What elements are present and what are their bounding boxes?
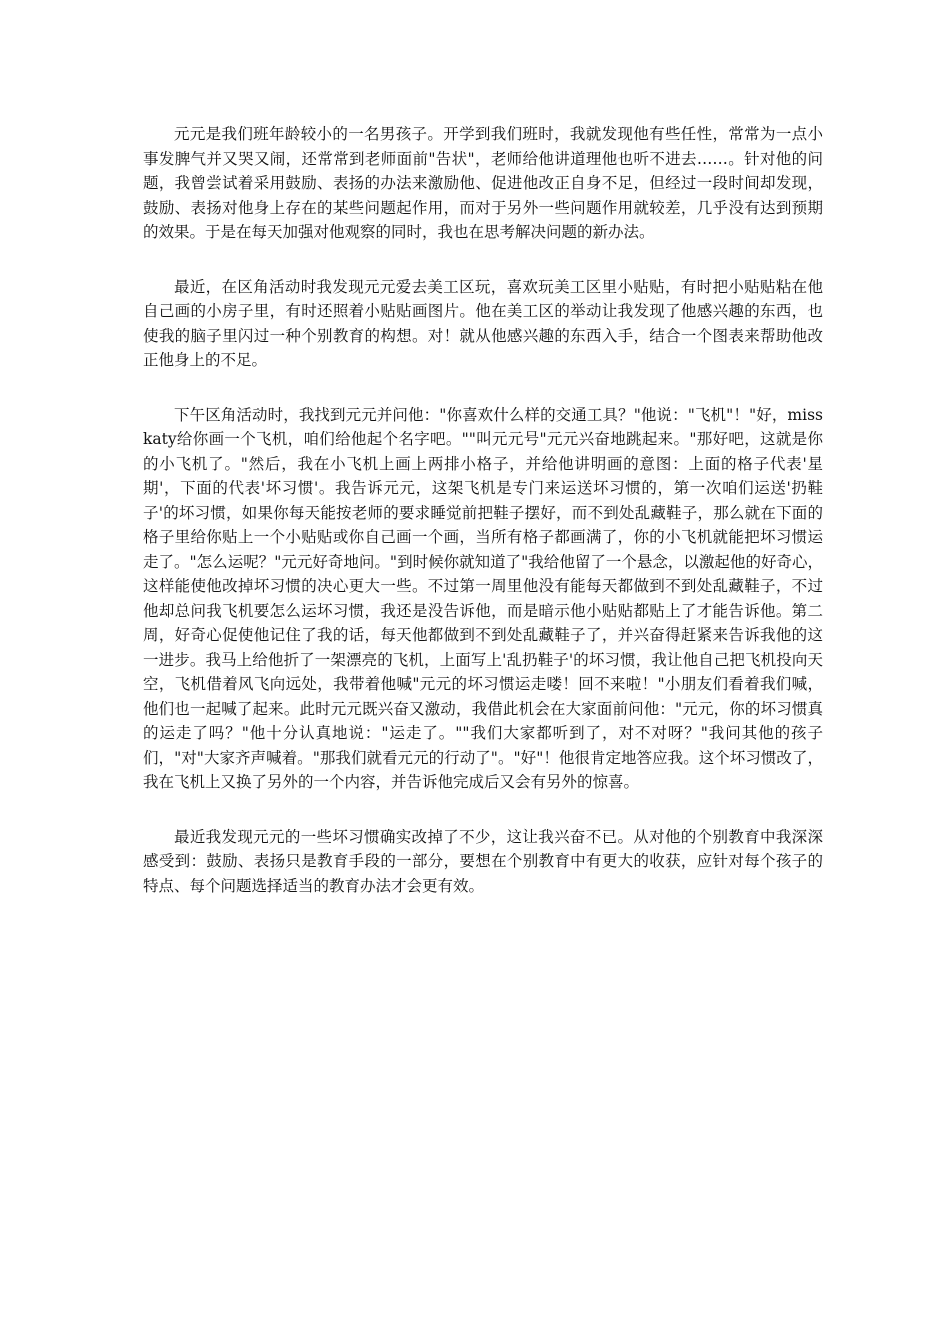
paragraph-2: 最近，在区角活动时我发现元元爱去美工区玩，喜欢玩美工区里小贴贴，有时把小贴贴粘在他自己画的小房子里，有时还照着小贴贴画图片。他在美工区的举动让我发现了他感兴趣的东西，也使我的脑子里闪过一种个别教育的构想。对！就从他感兴趣的东西入手，结合一个图表来帮助他改正他身上的不足。 (143, 277, 823, 369)
paragraph-4: 最近我发现元元的一些坏习惯确实改掉了不少，这让我兴奋不已。从对他的个别教育中我深深感受到：鼓励、表扬只是教育手段的一部分，要想在个别教育中有更大的收获，应针对每个孩子的特点、每个问题选择适当的教育办法才会更有效。 (143, 827, 823, 895)
paragraph-1: 元元是我们班年龄较小的一名男孩子。开学到我们班时，我就发现他有些任性，常常为一点小事发脾气并又哭又闹，还常常到老师面前"告状"，老师给他讲道理他也听不进去……。针对他的问题，我曾尝试着采用鼓励、表扬的办法来激励他、促进他改正自身不足，但经过一段时间却发现，鼓励、表扬对他身上存在的某些问题起作用，而对于另外一些问题作用就较差，几乎没有达到预期的效果。于是在每天加强对他观察的同时，我也在思考解决问题的新办法。 (143, 125, 823, 241)
paragraph-3: 下午区角活动时，我找到元元并问他："你喜欢什么样的交通工具？"他说："飞机"！"好，misskaty给你画一个飞机，咱们给他起个名字吧。""叫元元号"元元兴奋地跳起来。"那好吧，这就是你的小飞机了。"然后，我在小飞机上画上两排小格子，并给他讲明画的意图：上面的格子代表'星期'，下面的代表'坏习惯'。我告诉元元，这架飞机是专门来运送坏习惯的，第一次咱们运送'扔鞋子'的坏习惯，如果你每天能按老师的要求睡觉前把鞋子摆好，而不到处乱藏鞋子，那么就在下面的格子里给你贴上一个小贴贴或你自己画一个画，当所有格子都画满了，你的小飞机就能把坏习惯运走了。"怎么运呢？"元元好奇地问。"到时候你就知道了"我给他留了一个悬念，以激起他的好奇心，这样能使他改掉坏习惯的决心更大一些。不过第一周里他没有能每天都做到不到处乱藏鞋子，不过他却总问我飞机要怎么运坏习惯，我还是没告诉他，而是暗示他小贴贴都贴上了才能告诉他。第二周，好奇心促使他记住了我的话，每天他都做到不到处乱藏鞋子了，并兴奋得赶紧来告诉我他的这一进步。我马上给他折了一架漂亮的飞机，上面写上'乱扔鞋子'的坏习惯，我让他自己把飞机投向天空，飞机借着风飞向远处，我带着他喊"元元的坏习惯运走喽！回不来啦！"小朋友们看着我们喊，他们也一起喊了起来。此时元元既兴奋又激动，我借此机会在大家面前问他："元元，你的坏习惯真的运走了吗？"他十分认真地说："运走了。""我们大家都听到了，对不对呀？"我问其他的孩子们，"对"大家齐声喊着。"那我们就看元元的行动了"。"好"！他很肯定地答应我。这个坏习惯改了，我在飞机上又换了另外的一个内容，并告诉他完成后又会有另外的惊喜。 (143, 405, 823, 791)
document-body (143, 122, 823, 928)
